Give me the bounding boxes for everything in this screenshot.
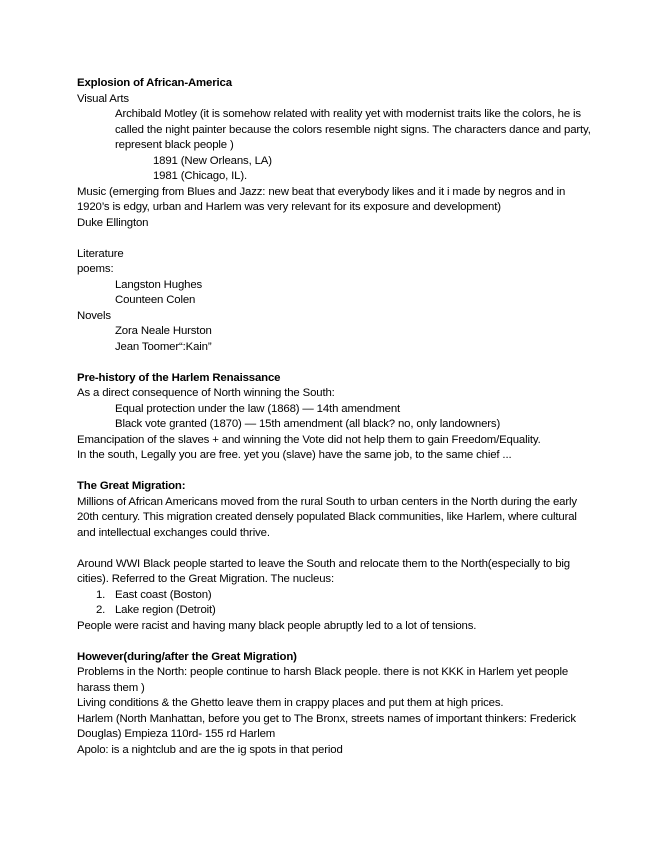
prehistory-emancipation: Emancipation of the slaves + and winning the Vote did not help them to gain Freedom/Equality. bbox=[77, 433, 541, 446]
motley-death-date: 1981 (Chicago, IL). bbox=[153, 170, 248, 182]
motley-paragraph: Archibald Motley (it is somehow related with reality yet with modernist traits like the colors, he is called the night painter because the colors resemble night signs. The characters dance and party, represent black people ) bbox=[115, 108, 591, 151]
migration-paragraph-1: Millions of African Americans moved from the rural South to urban centers in the North during the early 20th century. This migration created densely populated Black communities, like Harlem, where cultural and intellectual exchanges could thrive. bbox=[77, 495, 577, 539]
list-number: 1. bbox=[96, 588, 106, 601]
however-harlem-location: Harlem (North Manhattan, before you get to The Bronx, streets names of important thinkers: Frederick Douglas) Empieza 110rd- 155 rd Harlem bbox=[77, 712, 576, 740]
spacer bbox=[77, 541, 597, 557]
list-number: 2. bbox=[96, 604, 106, 616]
motley-birth-date: 1891 (New Orleans, LA) bbox=[153, 154, 272, 167]
spacer bbox=[77, 231, 597, 247]
however-problems-north: Problems in the North: people continue to harsh Black people. there is not KKK in Harlem yet people harass them ) bbox=[77, 666, 569, 694]
spacer bbox=[77, 464, 597, 480]
spacer bbox=[77, 634, 597, 650]
migration-paragraph-3: People were racist and having many black people abruptly led to a lot of tensions. bbox=[77, 619, 477, 632]
duke-ellington-line: Duke Ellington bbox=[77, 216, 149, 229]
however-apolo: Apolo: is a nightclub and are the ig spots in that period bbox=[77, 743, 343, 756]
poems-label: poems: bbox=[77, 263, 114, 275]
prehistory-intro: As a direct consequence of North winning the South: bbox=[77, 387, 335, 399]
list-text: East coast (Boston) bbox=[115, 588, 212, 601]
section-heading-great-migration: The Great Migration: bbox=[77, 480, 186, 492]
section-heading-however: However(during/after the Great Migration) bbox=[77, 650, 297, 663]
visual-arts-label: Visual Arts bbox=[77, 92, 129, 105]
poet-langston-hughes: Langston Hughes bbox=[115, 278, 203, 291]
prehistory-15th-amendment: Black vote granted (1870) — 15th amendment (all black? no, only landowners) bbox=[115, 418, 501, 430]
document-page bbox=[77, 76, 597, 758]
literature-label: Literature bbox=[77, 247, 124, 260]
list-text: Lake region (Detroit) bbox=[115, 604, 216, 616]
prehistory-14th-amendment: Equal protection under the law (1868) — 14th amendment bbox=[115, 402, 401, 415]
section-heading-explosion: Explosion of African-America bbox=[77, 77, 232, 89]
novelist-zora-neale-hurston: Zora Neale Hurston bbox=[115, 325, 212, 337]
list-item bbox=[96, 588, 597, 604]
section-heading-prehistory: Pre-history of the Harlem Renaissance bbox=[77, 371, 281, 384]
music-paragraph: Music (emerging from Blues and Jazz: new beat that everybody likes and it i made by negros and in 1920’s is edgy, urban and Harlem was very relevant for its exposure and development) bbox=[77, 185, 566, 213]
spacer bbox=[77, 355, 597, 371]
however-living-conditions: Living conditions & the Ghetto leave them in crappy places and put them at high prices. bbox=[77, 697, 504, 709]
poet-counteen-colen: Counteen Colen bbox=[115, 294, 196, 306]
list-item bbox=[96, 603, 597, 619]
novelist-jean-toomer: Jean Toomer“:Kain” bbox=[115, 340, 212, 353]
prehistory-south-legal: In the south, Legally you are free. yet you (slave) have the same job, to the same chief ... bbox=[77, 449, 512, 461]
nucleus-list bbox=[77, 588, 597, 619]
migration-paragraph-2: Around WWI Black people started to leave the South and relocate them to the North(especially to big cities). Referred to the Great Migration. The nucleus: bbox=[77, 557, 570, 585]
novels-label: Novels bbox=[77, 309, 111, 322]
